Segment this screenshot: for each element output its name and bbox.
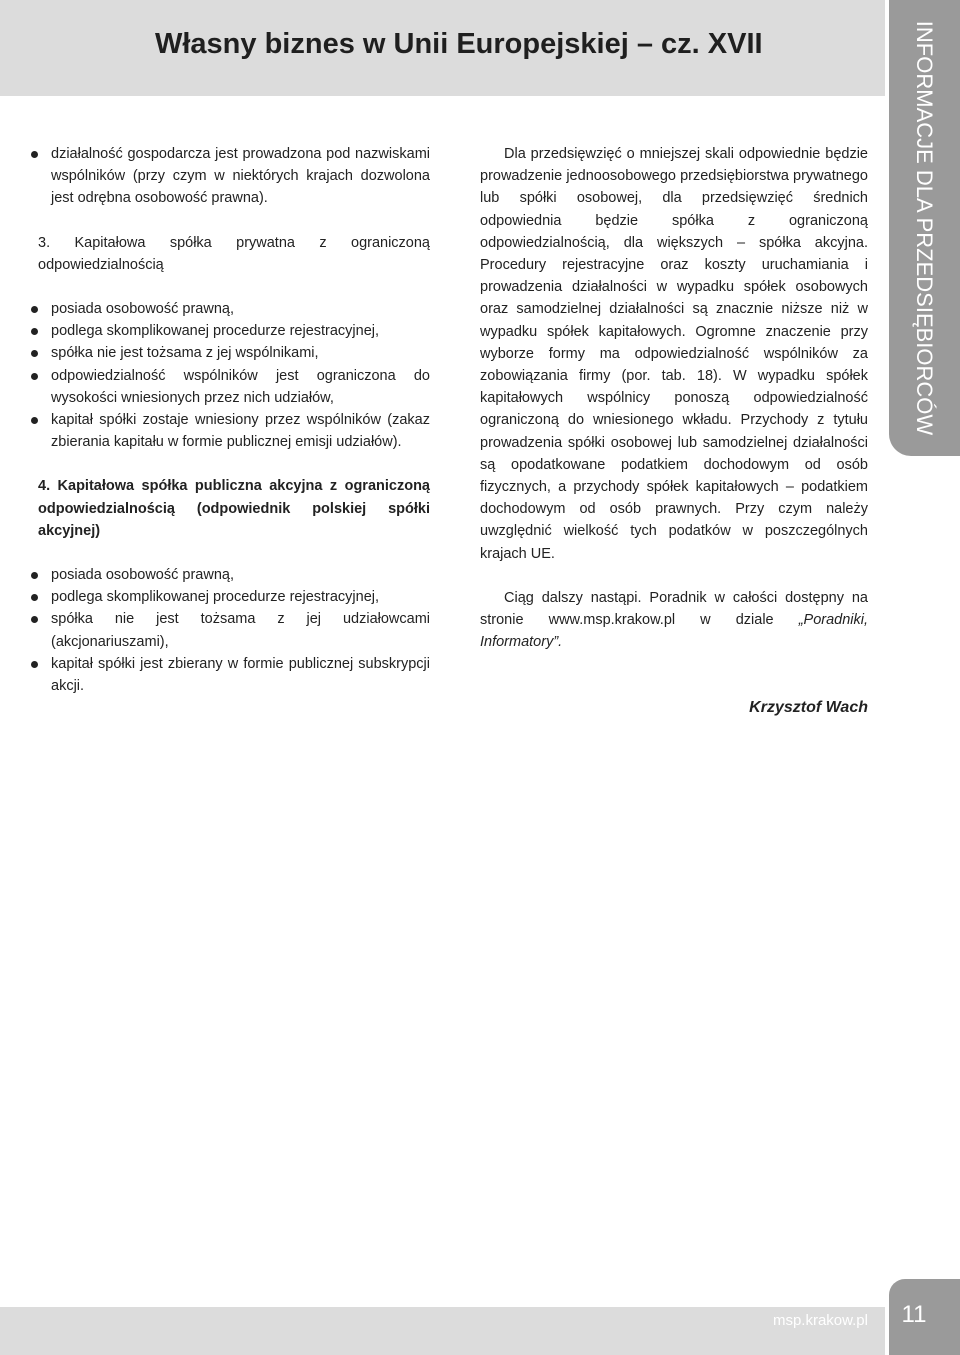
intro-bullet-list xyxy=(38,143,430,210)
footer-bar xyxy=(0,1307,885,1355)
right-column xyxy=(480,143,868,720)
list-item: spółka nie jest tożsama z jej wspólnikami, xyxy=(38,342,430,364)
list-item: podlega skomplikowanej procedurze rejestracyjnej, xyxy=(38,586,430,608)
footer-site-link[interactable]: msp.krakow.pl xyxy=(772,1312,868,1329)
side-tab-label: INFORMACJE DLA PRZEDSIĘBIORCÓW xyxy=(912,20,937,436)
list-item: posiada osobowość prawną, xyxy=(38,298,430,320)
list-item: posiada osobowość prawną, xyxy=(38,564,430,586)
section-3-bullet-list xyxy=(38,298,430,453)
body-paragraph: Dla przedsięwzięć o mniejszej skali odpowiednie będzie prowadzenie jednoosobowego przedsiębiorstwa prywatnego lub spółki osobowej, dla przedsięwzięć średnich odpowiednia będzie spółka z ograniczoną odpowiedzialnością, dla większych – spółka akcyjna. Procedury rejestracyjne oraz koszty uruchamiania i prowadzenia działalności w wypadku spółek osobowych oraz samodzielnej działalności są znacznie niższe niż w wypadku spółek kapitałowych. Ogromne znaczenie przy wyborze formy ma odpowiedzialność wspólników za zobowiązania firmy (por. tab. 18). W wypadku spółek kapitałowych wspólnicy ponoszą odpowiedzialność ograniczoną do wniesionego wkładu. Przychody z tytułu prowadzenia spółki osobowej lub samodzielnej działalności są opodatkowane podatkiem dochodowym od osób fizycznych, a przychody spółek kapitałowych – podatkiem dochodowym od osób prawnych. Przy czym należy uwzględnić wielkość tych podatków w poszczególnych krajach UE. xyxy=(480,146,868,562)
list-item: odpowiedzialność wspólników jest ograniczona do wysokości wniesionych przez nich udziałów, xyxy=(38,365,430,409)
list-item: podlega skomplikowanej procedurze rejestracyjnej, xyxy=(38,320,430,342)
section-3-heading: 3. Kapitałowa spółka prywatna z ograniczoną odpowiedzialnością xyxy=(38,234,430,273)
side-tab xyxy=(889,0,960,456)
continuation-note xyxy=(480,587,868,654)
page-title: Własny biznes w Unii Europejskiej – cz. XVII xyxy=(155,28,763,60)
poradniki-link[interactable]: „Poradniki, Informatory”. xyxy=(480,612,868,651)
page-number: 11 xyxy=(901,1301,927,1328)
continuation-text: Ciąg dalszy nastąpi. Poradnik w całości dostępny na stronie www.msp.krakow.pl w dziale xyxy=(480,589,868,629)
section-4-bullet-list xyxy=(38,564,430,697)
list-item: działalność gospodarcza jest prowadzona pod nazwiskami wspólników (przy czym w niektórych krajach dozwolona jest odrębna osobowość prawna). xyxy=(38,143,430,210)
left-column xyxy=(38,143,430,697)
list-item: kapitał spółki jest zbierany w formie publicznej subskrypcji akcji. xyxy=(38,653,430,697)
author-signature: Krzysztof Wach xyxy=(749,699,868,717)
page-number-box xyxy=(889,1279,960,1355)
section-4-heading: 4. Kapitałowa spółka publiczna akcyjna z ograniczoną odpowiedzialnością (odpowiednik polskiej spółki akcyjnej) xyxy=(38,478,430,539)
list-item: kapitał spółki zostaje wniesiony przez wspólników (zakaz zbierania kapitału w formie publicznej emisji udziałów). xyxy=(38,409,430,453)
list-item: spółka nie jest tożsama z jej udziałowcami (akcjonariuszami), xyxy=(38,608,430,652)
